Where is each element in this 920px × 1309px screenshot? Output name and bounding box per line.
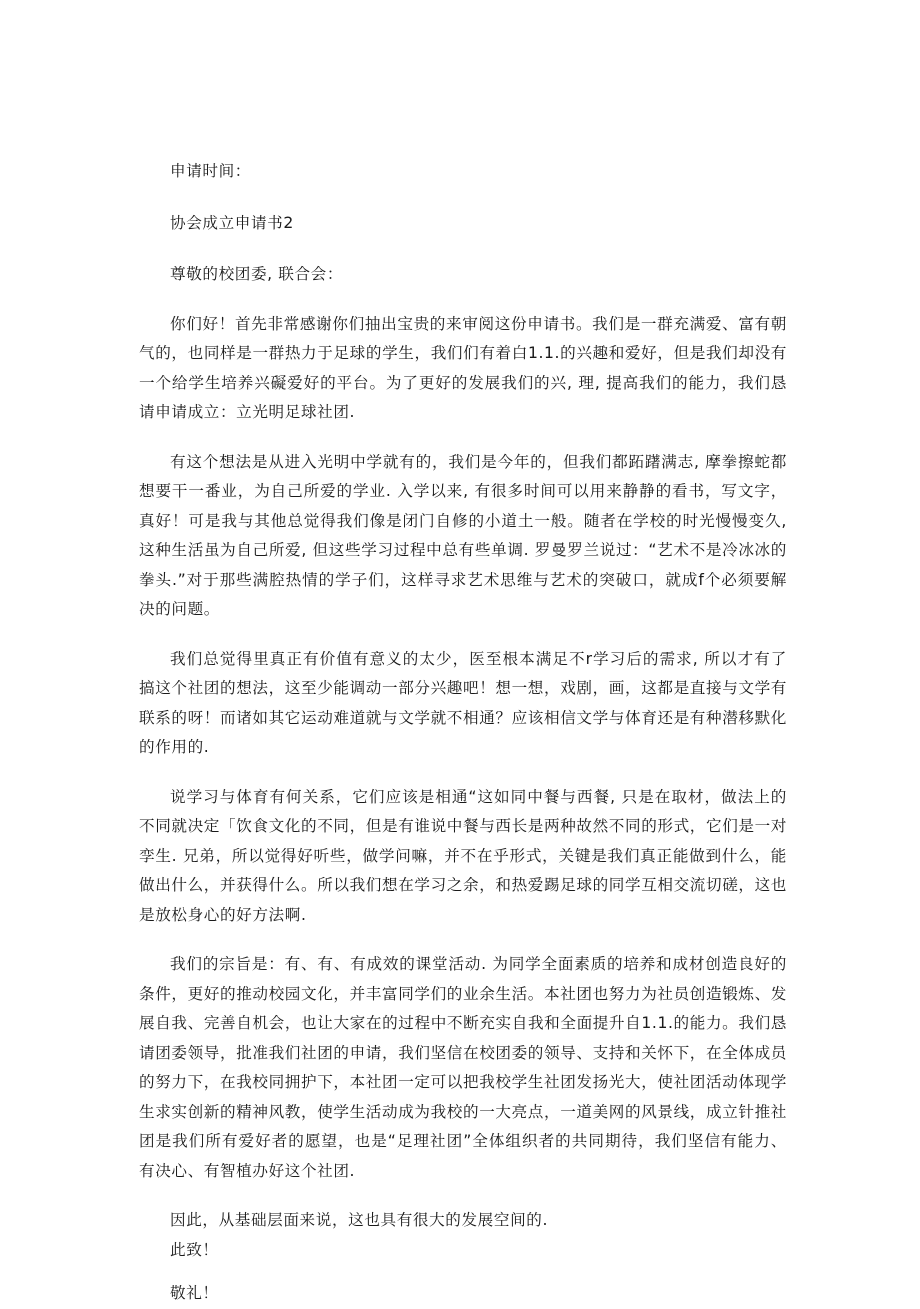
- closing-regards: 此致！: [170, 1240, 219, 1259]
- paragraph-study-and-sport: 说学习与体育有何关系，它们应该是相通“这如同中餐与西餐, 只是在取材，做法上的不同就决定「饮食文化的不同，但是有谁说中餐与西长是两种故然不同的形式，它们是一对孪生. 兄弟，所以觉得好听些，做学问嘛，并不在乎形式，关键是我们真正能做到什么，能做出什么，并获得什么。所以我们想在学习之余，和热爱踢足球的同学互相交流切磋，这也是放松身心的好方法啊.: [139, 787, 787, 924]
- paragraph-idea-origin: 有这个想法是从进入光明中学就有的，我们是今年的，但我们都跖躇满志, 摩拳擦蛇都想要干一番业，为自己所爱的学业. 入学以来, 有很多时间可以用来静静的看书，写文字，真好！可是我与其他总觉得我们像是闭门自修的小道土一般。随者在学校的时光慢慢变久, 这种生活虽为自己所爱, 但这些学习过程中总有些单调. 罗曼罗兰说过：“艺术不是冷冰冰的拳头.”对于那些满腔热情的学子们，这样寻求艺术思维与艺术的突破口，就成f个必须要解决的问题。: [139, 452, 787, 618]
- document-subtitle: 协会成立申请书2: [170, 213, 294, 232]
- document-body: [139, 157, 787, 1309]
- letter-content: [139, 310, 787, 1236]
- salutation: 尊敬的校团委, 联合会：: [170, 265, 344, 283]
- application-time-label: 申请时间：: [170, 162, 251, 180]
- closing-salute: 敬礼！: [170, 1284, 219, 1302]
- paragraph-motivation: 我们总觉得里真正有价值有意义的太少，医至根本满足不r学习后的需求, 所以才有了搞这个社团的想法，这至少能调动一部分兴趣吧！想一想，戏剧，画，这都是直接与文学有联系的呀！而诸如其它运动难道就与文学就不相通？应该相信文学与体育还是有种潜移默化的作用的.: [139, 649, 787, 756]
- paragraph-conclusion: 因此，从基础层面来说，这也具有很大的发展空间的.: [170, 1211, 549, 1229]
- paragraph-greeting: 你们好！首先非常感谢你们抽出宝贵的来审阅这份申请书。我们是一群充满爱、富有朝气的，也同样是一群热力于足球的学生，我们们有着白1.1.的兴趣和爱好，但是我们却没有一个给学生培养兴礙爱好的平台。为了更好的发展我们的兴, 理, 提高我们的能力，我们恳请申请成立：立光明足球社团.: [139, 314, 787, 421]
- paragraph-purpose: 我们的宗旨是：有、有、有成效的课堂活动. 为同学全面素质的培养和成材创造良好的条件，更好的推动校园文化，并丰富同学们的业余生活。本社团也努力为社员创造锻炼、发展自我、完善自机会，也让大家在的过程中不断充实自我和全面提升自1.1.的能力。我们恳请团委领导，批准我们社团的申请，我们坚信在校团委的领导、支持和关怀下，在全体成员的努力下，在我校同拥护下，本社团一定可以把我校学生社团发扬光大，使社团活动体现学生求实创新的精神风教，使学生活动成为我校的一大亮点，一道美网的风景线，成立针推社团是我们所有爱好者的愿望，也是“足理社团”全体组织者的共同期待，我们坚信有能力、有决心、有智植办好这个社团.: [139, 955, 787, 1180]
